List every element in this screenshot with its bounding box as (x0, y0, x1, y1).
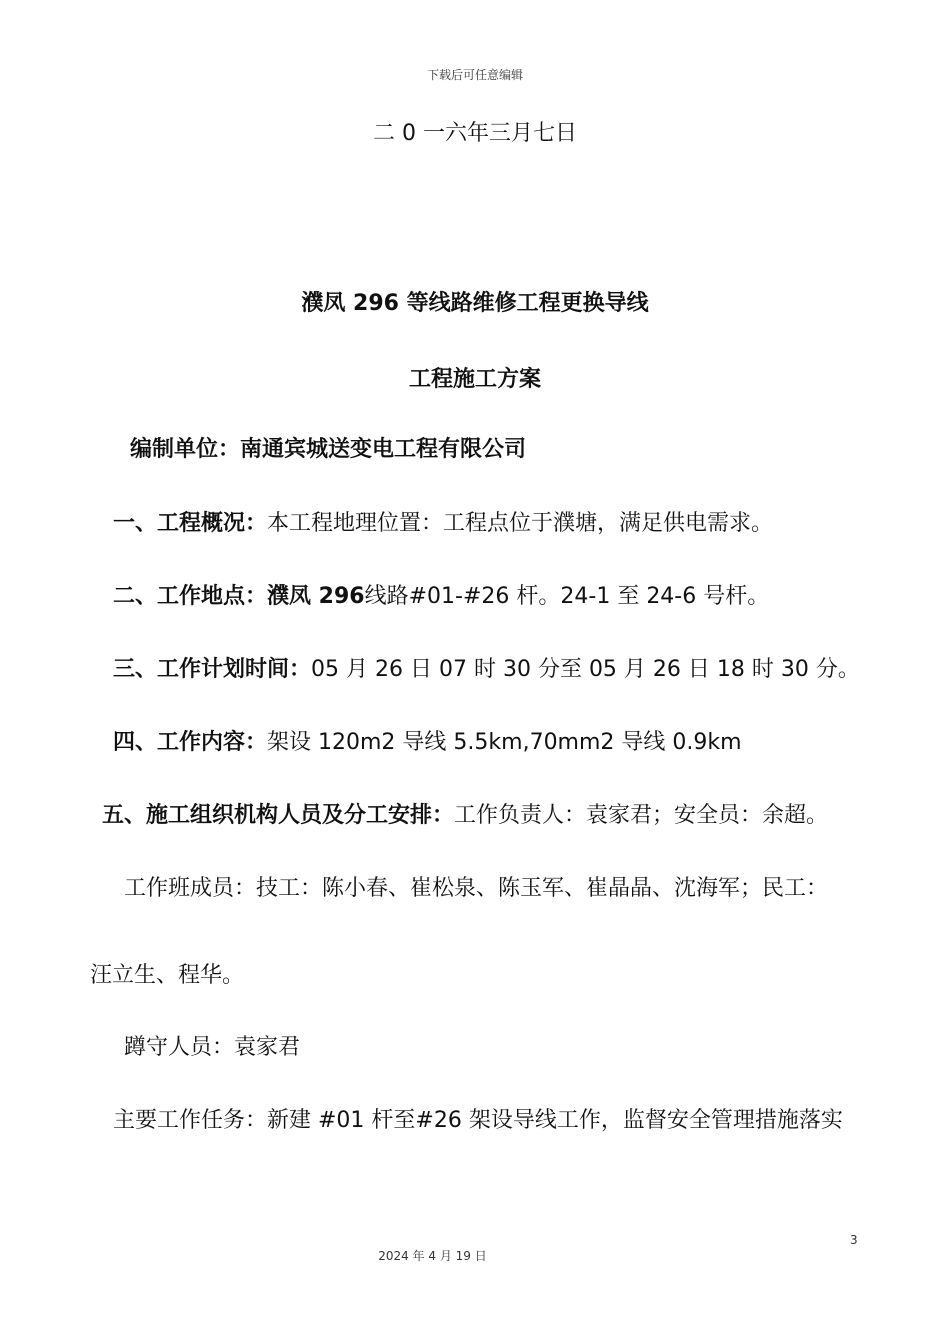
page-number: 3 (850, 1233, 858, 1247)
section-organization-label: 五、施工组织机构人员及分工安排： (102, 803, 455, 828)
header-note: 下载后可任意编辑 (426, 68, 523, 82)
section-overview (113, 506, 773, 537)
guard-personnel: 蹲守人员：袁家君 (124, 1035, 301, 1060)
section-overview-label: 一、工程概况： (113, 511, 268, 536)
compiler-label: 编制单位： (130, 437, 241, 462)
main-task: 主要工作任务：新建 #01 杆至#26 架设导线工作，监督安全管理措施落实 (113, 1108, 843, 1133)
team-members-line2: 汪立生、程华。 (90, 963, 245, 988)
section-location (113, 579, 769, 610)
footer-date: 2024 年 4 月 19 日 (378, 1249, 487, 1263)
section-location-label: 二、工作地点： (113, 584, 268, 609)
section-location-bold: 濮凤 296 (267, 584, 365, 609)
compiler-line (130, 432, 526, 463)
section-content (113, 725, 742, 756)
section-overview-text: 本工程地理位置：工程点位于濮塘，满足供电需求。 (267, 511, 774, 536)
section-schedule (113, 652, 860, 683)
section-content-text: 架设 120m2 导线 5.5km,70mm2 导线 0.9km (267, 730, 742, 755)
section-schedule-label: 三、工作计划时间： (113, 657, 312, 682)
section-content-label: 四、工作内容： (113, 730, 268, 755)
team-members-line1: 工作班成员：技工：陈小春、崔松泉、陈玉军、崔晶晶、沈海军；民工： (124, 876, 829, 901)
document-title: 濮凤 296 等线路维修工程更换导线 (301, 291, 649, 316)
compiler-value: 南通宾城送变电工程有限公司 (240, 437, 527, 462)
section-organization (102, 798, 828, 829)
document-subtitle: 工程施工方案 (408, 367, 541, 392)
section-schedule-text: 05 月 26 日 07 时 30 分至 05 月 26 日 18 时 30 分。 (311, 657, 860, 682)
section-location-text: 线路#01-#26 杆。24-1 至 24-6 号杆。 (364, 584, 770, 609)
document-date: 二 0 一六年三月七日 (373, 121, 577, 146)
section-organization-text: 工作负责人：袁家君；安全员：余超。 (454, 803, 829, 828)
